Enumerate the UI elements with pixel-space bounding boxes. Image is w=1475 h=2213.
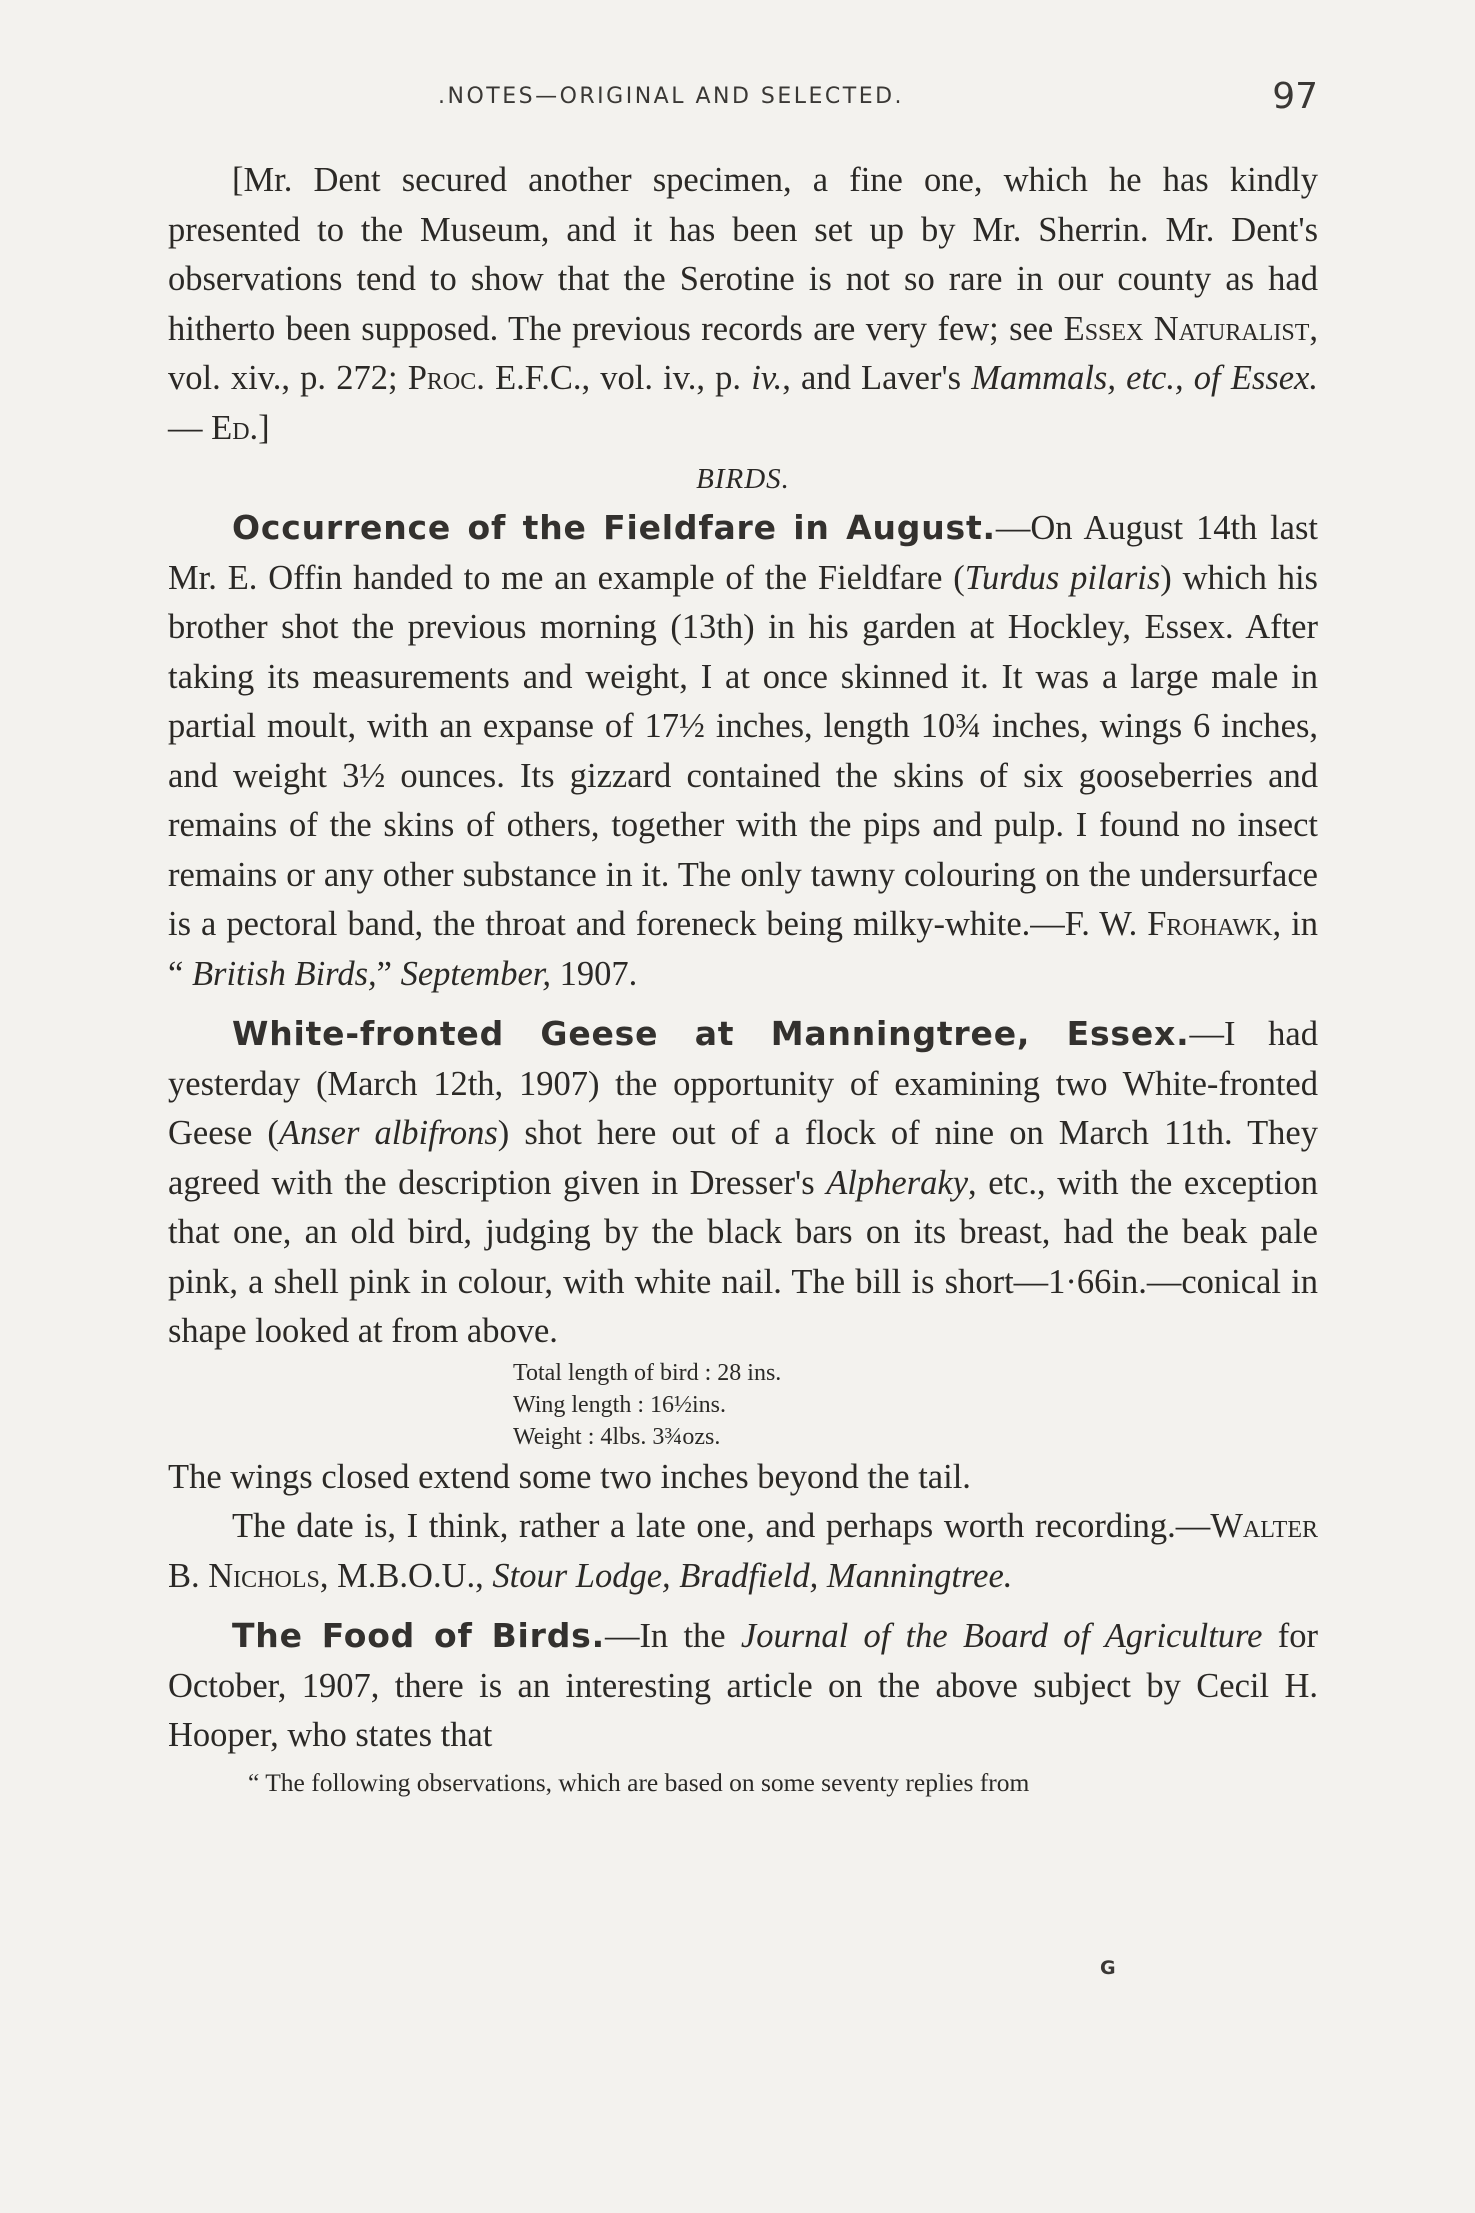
fieldfare-author: Frohawk	[1147, 905, 1273, 943]
signature-mark: G	[1100, 1957, 1116, 1979]
editor-note-text-6: ]	[258, 408, 270, 447]
measurement-total-length: Total length of bird : 28 ins.	[513, 1359, 782, 1386]
geese-author-credentials: , M.B.O.U.,	[319, 1556, 493, 1595]
editor-note	[168, 156, 1318, 453]
page	[168, 70, 1318, 1803]
geese-text-3: , etc., with the exception that one, an old bird, judging by the black bars on its breast, had the beak pale pink, a shell pink in colour, with white nail. The bill is short—1·66in.—conical in shape looked at from above.	[168, 1163, 1318, 1350]
geese-author: Walter B. Nichols	[168, 1507, 1318, 1595]
food-note	[168, 1611, 1318, 1761]
food-journal: Journal of the Board of Agriculture	[740, 1617, 1263, 1655]
editor-note-text-5: —	[168, 408, 212, 447]
body-text	[168, 156, 1318, 1803]
mammals-ref: Mammals, etc., of Essex.	[971, 359, 1318, 397]
fieldfare-text-1: —On August 14th last Mr. E. Offin handed to me an example of the Fieldfare (	[168, 509, 1318, 597]
measurement-wing-length: Wing length : 16½ins.	[513, 1391, 727, 1418]
editor-note-text-2: , vol. xiv., p. 272;	[168, 309, 1318, 397]
geese-wings-line: The wings closed extend some two inches beyond the tail.	[168, 1457, 971, 1496]
geese-closing-paragraph	[168, 1502, 1318, 1601]
running-head	[168, 70, 1318, 130]
fieldfare-text-4: ”	[376, 954, 401, 993]
fieldfare-year: 1907.	[551, 954, 638, 993]
geese-note-title: White-fronted Geese at Manningtree, Essex.	[232, 1014, 1190, 1053]
fieldfare-text-2: ) which his brother shot the previous morning (13th) in his garden at Hockley, Essex. After taking its measurements and weight, I at once skinned it. It was a large male in partial moult, with an expanse of 17½ inches, length 10¾ inches, wings 6 inches, and weight 3½ ounces. Its gizzard contained the skins of six gooseberries and remains of the skins of others, together with the pips and pulp. I found no insect remains or any other substance in it. The only tawny colouring on the undersurface is a pectoral band, the throat and foreneck being milky-white.—F. W.	[168, 558, 1318, 943]
fieldfare-latin-name: Turdus pilaris	[964, 558, 1161, 597]
food-quote: “ The following observations, which are based on some seventy replies from	[248, 1767, 1030, 1797]
editor-note-text-3: E.F.C., vol. iv., p.	[484, 359, 752, 397]
food-text-1: —In the	[604, 1617, 741, 1655]
measurement-weight: Weight : 4lbs. 3¾ozs.	[513, 1423, 721, 1450]
fieldfare-note-title: Occurrence of the Fieldfare in August.	[232, 508, 996, 547]
geese-book: Alpheraky	[826, 1163, 969, 1202]
editor-note-text-4: , and Laver's	[782, 359, 972, 397]
section-heading-birds: BIRDS.	[696, 463, 790, 495]
fieldfare-source: British Birds,	[191, 954, 377, 993]
fieldfare-note	[168, 503, 1318, 999]
proc-ref: Proc.	[407, 359, 485, 397]
page-iv-ref: iv.	[751, 359, 783, 397]
geese-latin-name: Anser albifrons	[278, 1114, 498, 1152]
geese-text-2: ) shot here out of a flock of nine on March 11th. They agreed with the description given in Dresser's	[168, 1114, 1318, 1202]
fieldfare-month: September,	[400, 954, 551, 993]
food-text-2: for October, 1907, there is an interesting article on the above subject by Cecil H. Hooper, who states that	[168, 1617, 1318, 1754]
geese-closing-text: The date is, I think, rather a late one, and perhaps worth recording.—	[232, 1507, 1211, 1545]
page-number: 97	[1272, 76, 1318, 117]
geese-text-1: —I had yesterday (March 12th, 1907) the opportunity of examining two White-fronted Geese (	[168, 1015, 1318, 1152]
running-title: .NOTES—ORIGINAL AND SELECTED.	[438, 84, 905, 109]
editor-note-text-1: [Mr. Dent secured another specimen, a fine one, which he has kindly presented to the Museum, and it has been set up by Mr. Sherrin. Mr. Dent's observations tend to show that the Serotine is not so rare in our county as had hitherto been supposed. The previous records are very few; see	[168, 161, 1318, 348]
food-note-title: The Food of Birds.	[232, 1616, 605, 1655]
geese-place: Stour Lodge, Bradfield, Manningtree.	[492, 1556, 1013, 1595]
editor-mark: Ed.	[211, 408, 259, 447]
geese-note	[168, 1009, 1318, 1357]
measurements-table	[513, 1357, 1318, 1453]
fieldfare-text-3: , in “	[168, 905, 1318, 993]
essex-naturalist-ref: Essex Naturalist	[1063, 309, 1310, 348]
